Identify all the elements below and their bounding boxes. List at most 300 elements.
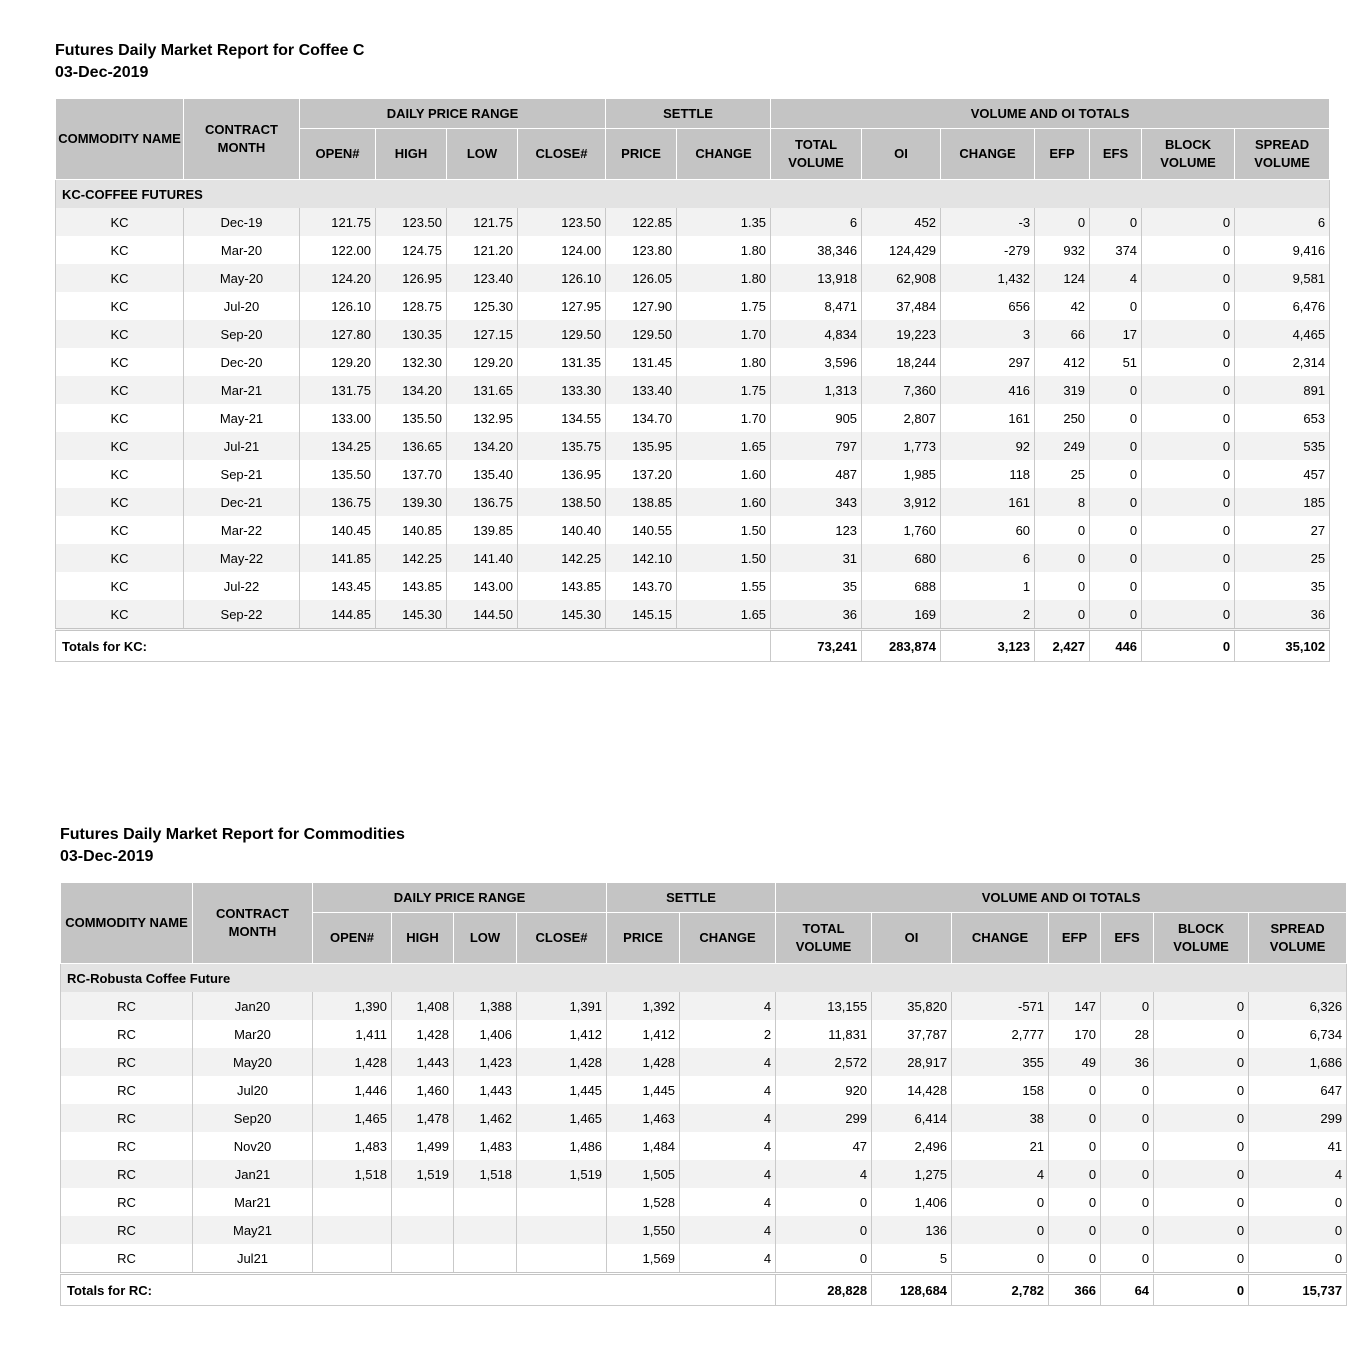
cell-oi-change: 0 xyxy=(952,1188,1049,1216)
cell-high: 139.30 xyxy=(376,488,447,516)
totals-row xyxy=(56,630,1330,662)
totals-change: 3,123 xyxy=(941,630,1035,662)
cell-efs: 0 xyxy=(1090,376,1142,404)
cell-oi: 3,912 xyxy=(862,488,941,516)
cell-efp: 8 xyxy=(1035,488,1090,516)
cell-block-volume: 0 xyxy=(1154,1048,1249,1076)
cell-high: 143.85 xyxy=(376,572,447,600)
cell-low: 1,462 xyxy=(454,1104,517,1132)
cell-open: 1,411 xyxy=(313,1020,392,1048)
table-row xyxy=(56,432,1330,460)
header-change: CHANGE xyxy=(680,913,776,964)
cell-total-volume: 0 xyxy=(776,1188,872,1216)
totals-block-volume: 0 xyxy=(1142,630,1235,662)
totals-oi: 128,684 xyxy=(872,1274,952,1306)
totals-change: 2,782 xyxy=(952,1274,1049,1306)
header-low: LOW xyxy=(447,129,518,180)
table-row xyxy=(56,376,1330,404)
cell-open: 133.00 xyxy=(300,404,376,432)
cell-open: 1,446 xyxy=(313,1076,392,1104)
cell-commodity: KC xyxy=(56,264,184,292)
cell-commodity: KC xyxy=(56,320,184,348)
cell-high xyxy=(392,1188,454,1216)
cell-settle-price: 138.85 xyxy=(606,488,677,516)
cell-settle-price: 131.45 xyxy=(606,348,677,376)
cell-oi-change: 161 xyxy=(941,488,1035,516)
header-open: OPEN# xyxy=(313,913,392,964)
cell-low: 132.95 xyxy=(447,404,518,432)
cell-high xyxy=(392,1216,454,1244)
cell-oi: 124,429 xyxy=(862,236,941,264)
cell-close: 1,486 xyxy=(517,1132,607,1160)
cell-commodity: KC xyxy=(56,236,184,264)
coffee-c-report xyxy=(55,40,1329,662)
cell-high xyxy=(392,1244,454,1274)
cell-commodity: RC xyxy=(61,1048,193,1076)
cell-commodity: KC xyxy=(56,544,184,572)
cell-block-volume: 0 xyxy=(1142,264,1235,292)
header-low: LOW xyxy=(454,913,517,964)
cell-settle-change: 1.50 xyxy=(677,516,771,544)
cell-contract-month: Mar-21 xyxy=(184,376,300,404)
cell-oi-change: -279 xyxy=(941,236,1035,264)
cell-open: 1,518 xyxy=(313,1160,392,1188)
header-oi: OI xyxy=(862,129,941,180)
cell-high: 123.50 xyxy=(376,208,447,236)
cell-efs: 0 xyxy=(1090,292,1142,320)
cell-high: 134.20 xyxy=(376,376,447,404)
cell-close xyxy=(517,1188,607,1216)
cell-low: 1,423 xyxy=(454,1048,517,1076)
totals-efs: 446 xyxy=(1090,630,1142,662)
cell-contract-month: Dec-19 xyxy=(184,208,300,236)
cell-settle-change: 1.70 xyxy=(677,320,771,348)
cell-efp: 932 xyxy=(1035,236,1090,264)
cell-high: 142.25 xyxy=(376,544,447,572)
cell-contract-month: Sep20 xyxy=(193,1104,313,1132)
cell-oi-change: 0 xyxy=(952,1216,1049,1244)
cell-settle-price: 1,428 xyxy=(607,1048,680,1076)
cell-settle-change: 1.35 xyxy=(677,208,771,236)
cell-total-volume: 1,313 xyxy=(771,376,862,404)
cell-open: 140.45 xyxy=(300,516,376,544)
cell-total-volume: 13,155 xyxy=(776,992,872,1020)
cell-oi: 14,428 xyxy=(872,1076,952,1104)
cell-total-volume: 13,918 xyxy=(771,264,862,292)
cell-block-volume: 0 xyxy=(1154,1188,1249,1216)
cell-settle-change: 1.75 xyxy=(677,376,771,404)
cell-oi: 2,807 xyxy=(862,404,941,432)
cell-contract-month: Dec-20 xyxy=(184,348,300,376)
cell-block-volume: 0 xyxy=(1142,348,1235,376)
cell-close: 131.35 xyxy=(518,348,606,376)
cell-settle-change: 1.80 xyxy=(677,264,771,292)
cell-oi: 1,760 xyxy=(862,516,941,544)
cell-commodity: KC xyxy=(56,572,184,600)
header-price: PRICE xyxy=(606,129,677,180)
cell-oi: 18,244 xyxy=(862,348,941,376)
section-row xyxy=(61,964,1347,993)
cell-oi: 688 xyxy=(862,572,941,600)
table-row xyxy=(61,1244,1347,1274)
cell-low: 136.75 xyxy=(447,488,518,516)
totals-oi: 283,874 xyxy=(862,630,941,662)
cell-oi-change: 158 xyxy=(952,1076,1049,1104)
cell-spread-volume: 9,581 xyxy=(1235,264,1330,292)
header-efs: EFS xyxy=(1101,913,1154,964)
cell-block-volume: 0 xyxy=(1142,320,1235,348)
header-block-volume: BLOCK VOLUME xyxy=(1154,913,1249,964)
cell-efp: 319 xyxy=(1035,376,1090,404)
cell-block-volume: 0 xyxy=(1142,432,1235,460)
cell-low xyxy=(454,1216,517,1244)
cell-contract-month: Jul-21 xyxy=(184,432,300,460)
cell-commodity: RC xyxy=(61,1216,193,1244)
cell-efs: 4 xyxy=(1090,264,1142,292)
header-volume-oi-totals: VOLUME AND OI TOTALS xyxy=(771,99,1330,129)
cell-close: 1,391 xyxy=(517,992,607,1020)
table-row xyxy=(56,236,1330,264)
cell-open: 124.20 xyxy=(300,264,376,292)
cell-close: 138.50 xyxy=(518,488,606,516)
header-commodity-name: COMMODITY NAME xyxy=(61,883,193,964)
cell-total-volume: 343 xyxy=(771,488,862,516)
cell-close xyxy=(517,1216,607,1244)
cell-settle-price: 1,505 xyxy=(607,1160,680,1188)
cell-close: 124.00 xyxy=(518,236,606,264)
cell-settle-change: 1.65 xyxy=(677,600,771,630)
header-oi: OI xyxy=(872,913,952,964)
cell-spread-volume: 299 xyxy=(1249,1104,1347,1132)
totals-total-volume: 28,828 xyxy=(776,1274,872,1306)
cell-settle-price: 137.20 xyxy=(606,460,677,488)
cell-block-volume: 0 xyxy=(1154,1104,1249,1132)
cell-block-volume: 0 xyxy=(1142,292,1235,320)
cell-efp: 124 xyxy=(1035,264,1090,292)
cell-high: 130.35 xyxy=(376,320,447,348)
market-table xyxy=(55,98,1330,662)
cell-settle-change: 4 xyxy=(680,1076,776,1104)
cell-spread-volume: 891 xyxy=(1235,376,1330,404)
cell-spread-volume: 9,416 xyxy=(1235,236,1330,264)
totals-label: Totals for KC: xyxy=(56,630,771,662)
cell-total-volume: 6 xyxy=(771,208,862,236)
cell-low: 143.00 xyxy=(447,572,518,600)
cell-efp: 0 xyxy=(1049,1104,1101,1132)
cell-high: 1,460 xyxy=(392,1076,454,1104)
cell-commodity: KC xyxy=(56,292,184,320)
cell-oi-change: 1,432 xyxy=(941,264,1035,292)
cell-settle-price: 142.10 xyxy=(606,544,677,572)
cell-spread-volume: 6,476 xyxy=(1235,292,1330,320)
cell-settle-change: 1.60 xyxy=(677,460,771,488)
table-row xyxy=(61,1216,1347,1244)
cell-low: 1,406 xyxy=(454,1020,517,1048)
table-row xyxy=(56,488,1330,516)
cell-block-volume: 0 xyxy=(1154,1244,1249,1274)
cell-efs: 0 xyxy=(1090,460,1142,488)
cell-settle-price: 1,550 xyxy=(607,1216,680,1244)
cell-efp: 412 xyxy=(1035,348,1090,376)
cell-block-volume: 0 xyxy=(1154,1076,1249,1104)
totals-efp: 366 xyxy=(1049,1274,1101,1306)
cell-efp: 0 xyxy=(1049,1160,1101,1188)
cell-close: 135.75 xyxy=(518,432,606,460)
market-table xyxy=(60,882,1347,1306)
cell-efs: 51 xyxy=(1090,348,1142,376)
cell-settle-change: 2 xyxy=(680,1020,776,1048)
cell-settle-change: 4 xyxy=(680,1048,776,1076)
cell-commodity: KC xyxy=(56,432,184,460)
cell-spread-volume: 0 xyxy=(1249,1188,1347,1216)
cell-total-volume: 3,596 xyxy=(771,348,862,376)
table-row xyxy=(56,320,1330,348)
cell-open: 1,465 xyxy=(313,1104,392,1132)
cell-oi-change: 92 xyxy=(941,432,1035,460)
cell-settle-price: 140.55 xyxy=(606,516,677,544)
cell-open xyxy=(313,1188,392,1216)
header-oi-change: CHANGE xyxy=(941,129,1035,180)
table-row xyxy=(61,1188,1347,1216)
cell-high: 137.70 xyxy=(376,460,447,488)
cell-contract-month: Sep-20 xyxy=(184,320,300,348)
cell-oi-change: 4 xyxy=(952,1160,1049,1188)
cell-commodity: RC xyxy=(61,1244,193,1274)
cell-spread-volume: 1,686 xyxy=(1249,1048,1347,1076)
table-row xyxy=(61,992,1347,1020)
table-row xyxy=(61,1048,1347,1076)
cell-open: 143.45 xyxy=(300,572,376,600)
cell-block-volume: 0 xyxy=(1142,236,1235,264)
cell-total-volume: 35 xyxy=(771,572,862,600)
cell-block-volume: 0 xyxy=(1142,600,1235,630)
cell-close: 1,412 xyxy=(517,1020,607,1048)
cell-low: 144.50 xyxy=(447,600,518,630)
cell-commodity: RC xyxy=(61,1188,193,1216)
cell-oi-change: -571 xyxy=(952,992,1049,1020)
cell-low: 1,388 xyxy=(454,992,517,1020)
cell-spread-volume: 35 xyxy=(1235,572,1330,600)
cell-contract-month: Jan21 xyxy=(193,1160,313,1188)
cell-close: 145.30 xyxy=(518,600,606,630)
cell-close: 1,445 xyxy=(517,1076,607,1104)
cell-efs: 0 xyxy=(1101,992,1154,1020)
cell-efs: 0 xyxy=(1101,1216,1154,1244)
cell-high: 1,478 xyxy=(392,1104,454,1132)
table-row xyxy=(56,292,1330,320)
cell-settle-price: 1,463 xyxy=(607,1104,680,1132)
cell-spread-volume: 647 xyxy=(1249,1076,1347,1104)
cell-block-volume: 0 xyxy=(1154,992,1249,1020)
cell-efs: 0 xyxy=(1090,208,1142,236)
cell-open xyxy=(313,1244,392,1274)
cell-low: 141.40 xyxy=(447,544,518,572)
table-row xyxy=(56,264,1330,292)
cell-open: 141.85 xyxy=(300,544,376,572)
cell-open: 121.75 xyxy=(300,208,376,236)
report-date: 03-Dec-2019 xyxy=(60,848,154,865)
cell-total-volume: 920 xyxy=(776,1076,872,1104)
cell-oi: 680 xyxy=(862,544,941,572)
cell-open: 135.50 xyxy=(300,460,376,488)
cell-spread-volume: 6,734 xyxy=(1249,1020,1347,1048)
cell-efp: 0 xyxy=(1035,544,1090,572)
cell-high: 136.65 xyxy=(376,432,447,460)
cell-total-volume: 487 xyxy=(771,460,862,488)
report-title: Futures Daily Market Report for Coffee C xyxy=(55,42,365,59)
cell-high: 145.30 xyxy=(376,600,447,630)
cell-total-volume: 0 xyxy=(776,1244,872,1274)
cell-commodity: KC xyxy=(56,404,184,432)
cell-commodity: KC xyxy=(56,516,184,544)
cell-low: 1,483 xyxy=(454,1132,517,1160)
cell-contract-month: Mar21 xyxy=(193,1188,313,1216)
cell-contract-month: May-20 xyxy=(184,264,300,292)
cell-oi: 169 xyxy=(862,600,941,630)
cell-oi-change: 3 xyxy=(941,320,1035,348)
cell-commodity: RC xyxy=(61,1076,193,1104)
cell-spread-volume: 41 xyxy=(1249,1132,1347,1160)
cell-low: 121.75 xyxy=(447,208,518,236)
cell-contract-month: Jan20 xyxy=(193,992,313,1020)
cell-commodity: RC xyxy=(61,1160,193,1188)
cell-contract-month: May21 xyxy=(193,1216,313,1244)
cell-block-volume: 0 xyxy=(1154,1020,1249,1048)
cell-contract-month: Nov20 xyxy=(193,1132,313,1160)
cell-settle-change: 4 xyxy=(680,1216,776,1244)
cell-efs: 0 xyxy=(1101,1188,1154,1216)
cell-settle-price: 1,445 xyxy=(607,1076,680,1104)
cell-settle-change: 1.60 xyxy=(677,488,771,516)
cell-settle-change: 1.55 xyxy=(677,572,771,600)
cell-efp: 49 xyxy=(1049,1048,1101,1076)
cell-efs: 0 xyxy=(1090,600,1142,630)
cell-contract-month: May-21 xyxy=(184,404,300,432)
totals-spread-volume: 35,102 xyxy=(1235,630,1330,662)
cell-commodity: KC xyxy=(56,600,184,630)
cell-spread-volume: 6 xyxy=(1235,208,1330,236)
cell-settle-change: 4 xyxy=(680,1132,776,1160)
cell-close: 133.30 xyxy=(518,376,606,404)
cell-oi: 62,908 xyxy=(862,264,941,292)
cell-oi: 37,484 xyxy=(862,292,941,320)
cell-open: 131.75 xyxy=(300,376,376,404)
cell-settle-price: 129.50 xyxy=(606,320,677,348)
cell-settle-change: 4 xyxy=(680,1104,776,1132)
cell-close: 129.50 xyxy=(518,320,606,348)
cell-oi: 136 xyxy=(872,1216,952,1244)
section-label: KC-COFFEE FUTURES xyxy=(56,180,1330,209)
cell-oi: 5 xyxy=(872,1244,952,1274)
cell-high: 135.50 xyxy=(376,404,447,432)
cell-efs: 374 xyxy=(1090,236,1142,264)
cell-close: 127.95 xyxy=(518,292,606,320)
cell-efp: 0 xyxy=(1049,1132,1101,1160)
cell-efs: 0 xyxy=(1101,1076,1154,1104)
cell-efs: 0 xyxy=(1090,404,1142,432)
cell-block-volume: 0 xyxy=(1142,544,1235,572)
header-spread-volume: SPREAD VOLUME xyxy=(1249,913,1347,964)
cell-total-volume: 8,471 xyxy=(771,292,862,320)
totals-spread-volume: 15,737 xyxy=(1249,1274,1347,1306)
cell-commodity: KC xyxy=(56,460,184,488)
cell-spread-volume: 36 xyxy=(1235,600,1330,630)
header-open: OPEN# xyxy=(300,129,376,180)
cell-settle-change: 4 xyxy=(680,992,776,1020)
cell-spread-volume: 6,326 xyxy=(1249,992,1347,1020)
cell-settle-price: 1,528 xyxy=(607,1188,680,1216)
cell-contract-month: Mar20 xyxy=(193,1020,313,1048)
cell-efp: 0 xyxy=(1035,600,1090,630)
totals-block-volume: 0 xyxy=(1154,1274,1249,1306)
cell-spread-volume: 0 xyxy=(1249,1216,1347,1244)
header-efs: EFS xyxy=(1090,129,1142,180)
header-settle: SETTLE xyxy=(607,883,776,913)
cell-high: 1,519 xyxy=(392,1160,454,1188)
cell-oi: 1,773 xyxy=(862,432,941,460)
section-row xyxy=(56,180,1330,209)
cell-commodity: RC xyxy=(61,1132,193,1160)
section-label: RC-Robusta Coffee Future xyxy=(61,964,1347,993)
cell-low xyxy=(454,1188,517,1216)
totals-efs: 64 xyxy=(1101,1274,1154,1306)
cell-commodity: KC xyxy=(56,208,184,236)
cell-block-volume: 0 xyxy=(1154,1160,1249,1188)
totals-row xyxy=(61,1274,1347,1306)
cell-efp: 0 xyxy=(1049,1216,1101,1244)
cell-low: 121.20 xyxy=(447,236,518,264)
cell-spread-volume: 185 xyxy=(1235,488,1330,516)
table-row xyxy=(61,1020,1347,1048)
cell-contract-month: Mar-22 xyxy=(184,516,300,544)
cell-contract-month: Sep-22 xyxy=(184,600,300,630)
cell-oi: 7,360 xyxy=(862,376,941,404)
table-row xyxy=(56,348,1330,376)
cell-open: 126.10 xyxy=(300,292,376,320)
cell-total-volume: 0 xyxy=(776,1216,872,1244)
cell-settle-price: 143.70 xyxy=(606,572,677,600)
cell-low: 139.85 xyxy=(447,516,518,544)
cell-block-volume: 0 xyxy=(1142,404,1235,432)
cell-total-volume: 797 xyxy=(771,432,862,460)
cell-low: 123.40 xyxy=(447,264,518,292)
cell-oi-change: 0 xyxy=(952,1244,1049,1274)
cell-total-volume: 11,831 xyxy=(776,1020,872,1048)
cell-open: 129.20 xyxy=(300,348,376,376)
cell-settle-change: 1.80 xyxy=(677,236,771,264)
cell-block-volume: 0 xyxy=(1142,488,1235,516)
cell-efs: 0 xyxy=(1101,1104,1154,1132)
cell-efs: 36 xyxy=(1101,1048,1154,1076)
cell-settle-price: 127.90 xyxy=(606,292,677,320)
header-spread-volume: SPREAD VOLUME xyxy=(1235,129,1330,180)
table-row xyxy=(56,572,1330,600)
cell-close: 136.95 xyxy=(518,460,606,488)
cell-settle-price: 123.80 xyxy=(606,236,677,264)
totals-label: Totals for RC: xyxy=(61,1274,776,1306)
cell-close: 134.55 xyxy=(518,404,606,432)
table-row xyxy=(56,208,1330,236)
cell-commodity: RC xyxy=(61,1104,193,1132)
cell-commodity: KC xyxy=(56,488,184,516)
cell-oi: 2,496 xyxy=(872,1132,952,1160)
cell-close: 143.85 xyxy=(518,572,606,600)
cell-low: 129.20 xyxy=(447,348,518,376)
table-row xyxy=(56,600,1330,630)
cell-efs: 0 xyxy=(1090,544,1142,572)
cell-oi: 1,985 xyxy=(862,460,941,488)
cell-contract-month: May-22 xyxy=(184,544,300,572)
